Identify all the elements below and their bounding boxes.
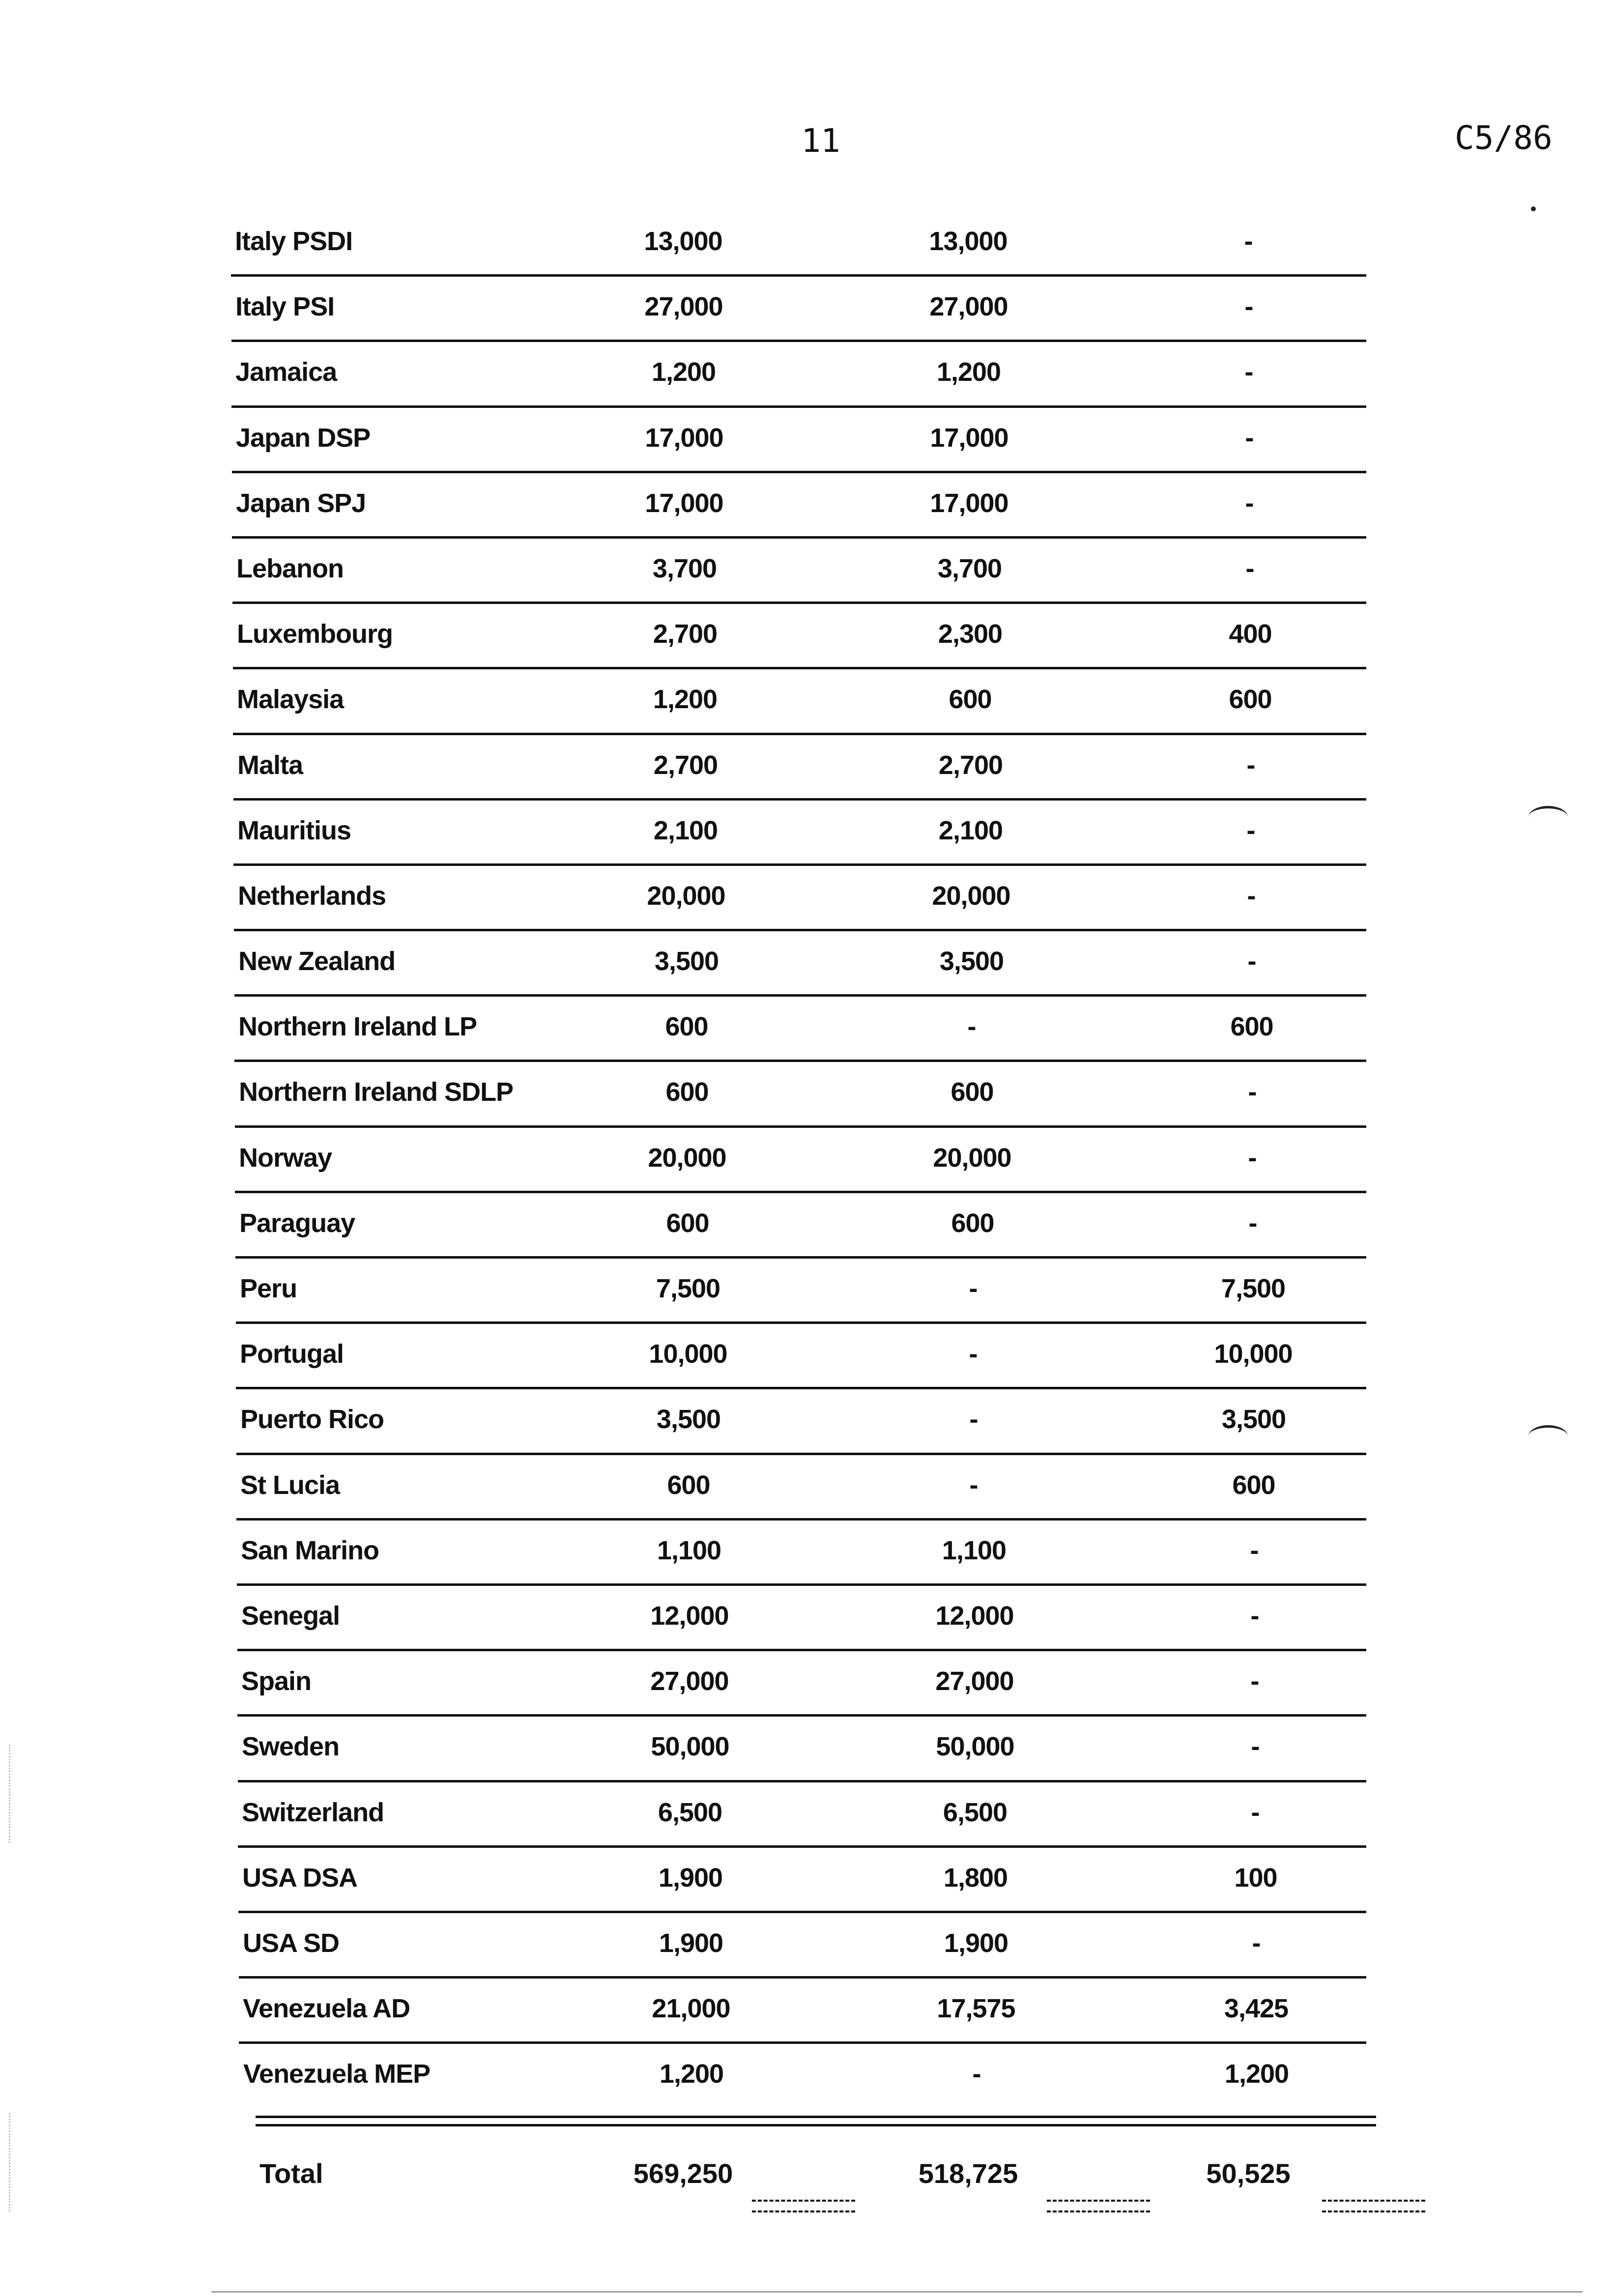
party-name: Spain [241, 1666, 312, 1696]
received-amount: - [969, 1274, 978, 1303]
grand-received-value: 518,725 [918, 2158, 1018, 2189]
party-name: Portugal [240, 1339, 344, 1369]
party-name: Venezuela AD [243, 1994, 410, 2024]
received-amount: 20,000 [932, 881, 1010, 911]
outstanding-amount: 100 [1234, 1863, 1277, 1893]
table-row [216, 1062, 1366, 1127]
party-name: Puerto Rico [240, 1405, 384, 1435]
table-row [216, 1651, 1366, 1717]
total-amount: 2,700 [653, 750, 718, 780]
page-number: 11 [801, 122, 840, 160]
party-name: New Zealand [238, 947, 396, 976]
table-row [216, 1586, 1366, 1651]
outstanding-amount: - [1244, 292, 1253, 322]
outstanding-amount: 10,000 [1214, 1339, 1293, 1369]
outstanding-amount: 400 [1229, 619, 1272, 649]
party-name: St Lucia [240, 1470, 340, 1500]
table-row [216, 1324, 1366, 1389]
outstanding-amount: - [1248, 1077, 1257, 1107]
outstanding-amount: - [1244, 357, 1253, 387]
received-amount: 1,900 [944, 1928, 1008, 1958]
total-amount: 1,200 [659, 2059, 724, 2089]
total-amount: 600 [665, 1077, 709, 1107]
received-amount: - [967, 1012, 976, 1042]
outstanding-amount: - [1251, 1732, 1260, 1762]
table-row [216, 931, 1366, 997]
outstanding-amount: 3,500 [1221, 1405, 1286, 1435]
table-row [216, 1521, 1366, 1586]
party-name: Northern Ireland LP [238, 1012, 477, 1042]
outstanding-amount: - [1250, 1666, 1259, 1696]
received-amount: 6,500 [943, 1797, 1008, 1827]
received-amount: 17,000 [930, 423, 1008, 453]
total-amount: 20,000 [647, 881, 725, 911]
received-amount: 1,100 [942, 1535, 1007, 1565]
party-name: USA DSA [242, 1863, 358, 1893]
received-amount: 1,800 [943, 1863, 1008, 1893]
outstanding-amount: 600 [1230, 1012, 1273, 1042]
total-amount: 1,900 [659, 1928, 723, 1958]
party-name: Sweden [242, 1732, 340, 1762]
table-row [216, 473, 1366, 539]
received-amount: 3,500 [939, 947, 1004, 976]
received-amount: 20,000 [933, 1143, 1011, 1173]
outstanding-amount: 600 [1229, 685, 1272, 715]
outstanding-amount: 600 [1232, 1470, 1275, 1500]
table-row [216, 2044, 1366, 2109]
table-row [216, 604, 1366, 669]
received-amount: - [969, 1405, 978, 1435]
outstanding-amount: - [1250, 1601, 1259, 1631]
total-amount: 2,700 [653, 619, 718, 649]
table-row [216, 1389, 1366, 1455]
received-amount: - [969, 1470, 978, 1500]
grand-outstanding [1076, 2157, 1420, 2189]
received-amount: 12,000 [935, 1601, 1014, 1631]
party-name: San Marino [241, 1535, 379, 1565]
table-row [216, 408, 1366, 473]
outstanding-amount: - [1246, 750, 1255, 780]
received-amount: 27,000 [929, 292, 1008, 322]
total-double-rule [256, 2116, 1376, 2126]
total-label: Total [259, 2158, 323, 2189]
received-amount: 17,000 [930, 488, 1008, 518]
party-name: Norway [239, 1143, 332, 1173]
total-amount: 20,000 [648, 1143, 726, 1173]
total-amount: 600 [667, 1470, 710, 1500]
received-amount: 2,300 [938, 619, 1003, 649]
total-amount: 6,500 [658, 1797, 722, 1827]
total-amount: 3,500 [654, 947, 719, 976]
received-amount: 13,000 [929, 227, 1008, 256]
total-amount: 17,000 [645, 488, 723, 518]
party-name: Venezuela MEP [243, 2059, 431, 2089]
received-amount: 27,000 [935, 1666, 1014, 1696]
party-name: Malaysia [237, 685, 344, 715]
party-name: Switzerland [242, 1797, 384, 1827]
table-row [216, 342, 1366, 407]
outstanding-amount: - [1246, 815, 1255, 845]
table-row [216, 1259, 1366, 1324]
outstanding-amount: - [1252, 1928, 1261, 1958]
party-name: Japan SPJ [236, 488, 366, 518]
received-amount: 50,000 [936, 1732, 1014, 1762]
total-amount: 50,000 [651, 1732, 729, 1762]
received-amount: 2,700 [938, 750, 1003, 780]
total-amount: 13,000 [644, 227, 722, 256]
table-row [216, 801, 1366, 866]
outstanding-amount: 3,425 [1224, 1994, 1289, 2024]
total-amount: 7,500 [656, 1274, 720, 1303]
total-amount: 21,000 [652, 1994, 730, 2024]
party-name: Italy PSDI [235, 227, 353, 256]
outstanding-amount: - [1247, 947, 1256, 976]
received-amount: 17,575 [937, 1994, 1015, 2024]
table-row [216, 1128, 1366, 1193]
party-name: Luxembourg [237, 619, 393, 649]
outstanding-amount: - [1244, 227, 1253, 256]
total-amount: 600 [666, 1208, 709, 1238]
table-row [216, 1193, 1366, 1259]
received-amount: 600 [949, 685, 992, 715]
party-name: Netherlands [238, 881, 386, 911]
total-amount: 1,100 [657, 1535, 721, 1565]
table-row [216, 1717, 1366, 1782]
table-row [216, 1979, 1366, 2044]
total-row [216, 2157, 1366, 2231]
party-name: USA SD [243, 1928, 340, 1958]
total-amount: 12,000 [650, 1601, 729, 1631]
received-amount: 2,100 [938, 815, 1003, 845]
table-row [216, 277, 1366, 342]
outstanding-amount: - [1248, 1143, 1257, 1173]
total-amount: 3,700 [652, 553, 717, 583]
contributions-table [216, 211, 1366, 2109]
grand-outstanding-value: 50,525 [1206, 2158, 1291, 2189]
bottom-rule [211, 2291, 1583, 2293]
document-code: C5/86 [1455, 119, 1553, 157]
total-amount: 1,900 [658, 1863, 723, 1893]
outstanding-amount: 7,500 [1221, 1274, 1286, 1303]
outstanding-amount: - [1248, 1208, 1257, 1238]
party-name: Senegal [241, 1601, 340, 1631]
double-underline [1047, 2200, 1150, 2212]
party-name: Paraguay [239, 1208, 355, 1238]
received-amount: - [972, 2059, 981, 2089]
outstanding-amount: - [1250, 1535, 1259, 1565]
total-amount: 2,100 [653, 815, 718, 845]
received-amount: 3,700 [937, 553, 1002, 583]
outstanding-amount: - [1245, 488, 1254, 518]
party-name: Mauritius [237, 815, 351, 845]
table-row [216, 539, 1366, 604]
table-row [216, 735, 1366, 801]
table-row [216, 669, 1366, 735]
party-name: Northern Ireland SDLP [239, 1077, 514, 1107]
received-amount: 600 [950, 1077, 994, 1107]
double-underline [752, 2200, 855, 2212]
table-row [216, 211, 1366, 277]
total-amount: 10,000 [649, 1339, 727, 1369]
binder-hole-marks [9, 1745, 13, 1843]
total-amount: 1,200 [653, 685, 718, 715]
table-row [216, 1455, 1366, 1521]
ink-speck [1531, 206, 1536, 211]
party-name: Lebanon [236, 553, 344, 583]
total-amount: 27,000 [650, 1666, 729, 1696]
table-row [216, 866, 1366, 931]
outstanding-amount: - [1247, 881, 1256, 911]
party-name: Jamaica [235, 357, 337, 387]
total-amount: 17,000 [645, 423, 723, 453]
total-amount: 1,200 [651, 357, 716, 387]
total-amount: 3,500 [656, 1405, 721, 1435]
party-name: Italy PSI [235, 292, 335, 322]
total-amount: 27,000 [644, 292, 723, 322]
table-row [216, 1848, 1366, 1913]
party-name: Malta [237, 750, 303, 780]
received-amount: 600 [951, 1208, 994, 1238]
outstanding-amount: - [1245, 553, 1254, 583]
margin-mark [1528, 1425, 1568, 1447]
received-amount: - [969, 1339, 978, 1369]
margin-mark [1528, 806, 1568, 828]
table-row [216, 1913, 1366, 1979]
binder-hole-marks [9, 2113, 13, 2211]
outstanding-amount: - [1251, 1797, 1260, 1827]
total-amount: 600 [665, 1012, 708, 1042]
party-name: Japan DSP [236, 423, 371, 453]
received-amount: 1,200 [936, 357, 1001, 387]
table-row [216, 997, 1366, 1062]
table-row [216, 1782, 1366, 1848]
grand-total-value: 569,250 [633, 2158, 733, 2189]
double-underline [1322, 2200, 1425, 2212]
outstanding-amount: - [1245, 423, 1254, 453]
party-name: Peru [240, 1274, 297, 1303]
outstanding-amount: 1,200 [1224, 2059, 1289, 2089]
